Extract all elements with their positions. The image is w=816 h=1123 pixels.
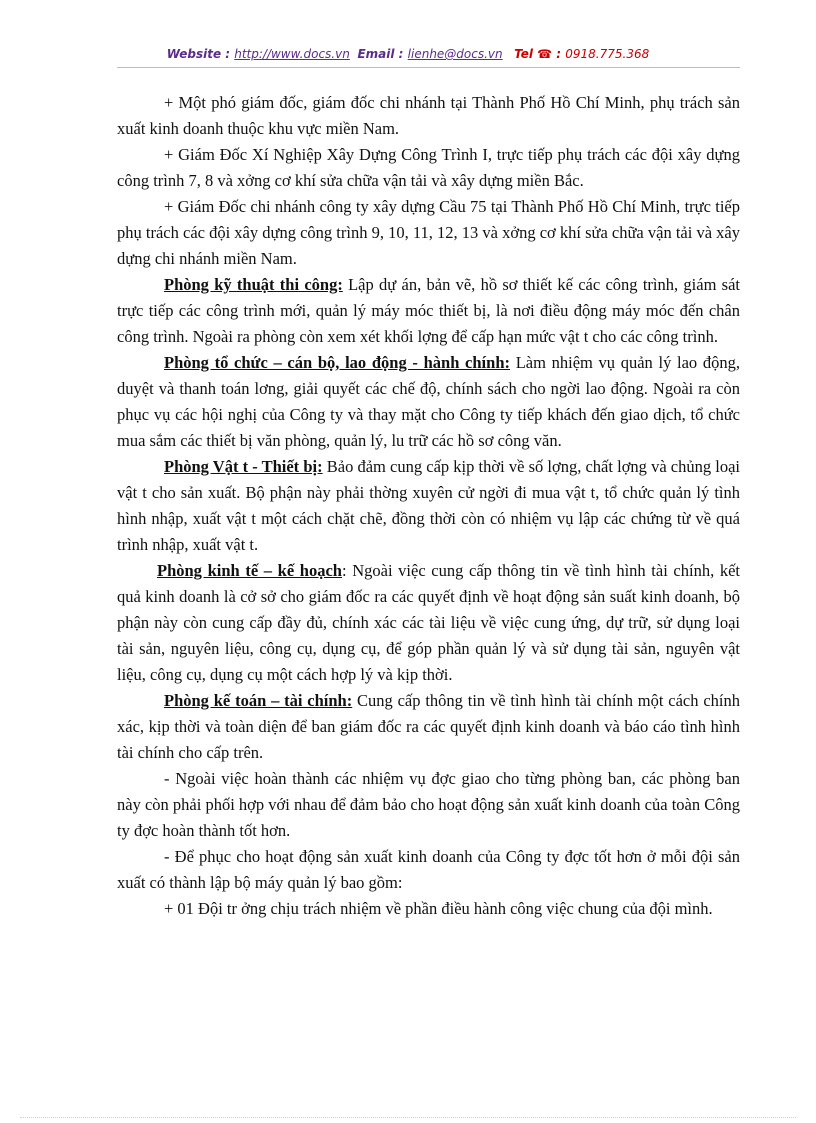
paragraph-hr-dept bbox=[117, 350, 740, 454]
paragraph-text: Lập dự án, bản vẽ, hồ sơ thiết kế các công trình, giám sát trực tiếp các công trình mới, quản lý máy móc thiết bị, là nơi điều động máy móc đến chân công trình. Ngoài ra phòng còn xem xét khối lợng để cấp hạn mức vật t cho các công trình. bbox=[117, 275, 741, 346]
paragraph-technical-dept bbox=[117, 272, 740, 350]
email-label: Email bbox=[357, 47, 395, 61]
page-header bbox=[0, 47, 816, 61]
paragraph bbox=[117, 194, 740, 272]
section-heading: Phòng kinh tế – kế hoạch bbox=[157, 561, 342, 580]
phone-number: 0918.775.368 bbox=[565, 47, 650, 61]
paragraph-planning-dept bbox=[117, 558, 740, 688]
website-link[interactable]: http://www.docs.vn bbox=[234, 47, 350, 61]
paragraph-text: : Ngoài việc cung cấp thông tin về tình hình tài chính, kết quả kinh doanh là cở sở cho giám đốc ra các quyết định về hoạt động sản suất kinh doanh, bộ phận này còn cung cấp đầy đủ, chính xác các tài liệu về việc cung ứng, dự trữ, sử dụng loại tài sản, nguyên liệu, công cụ, dụng cụ, để góp phần quản lý và sử dụng tài sản, nguyên vật liệu, công cụ, dụng cụ một cách hợp lý và kịp thời. bbox=[117, 561, 740, 684]
footer-divider bbox=[20, 1117, 796, 1118]
section-heading: Phòng tổ chức – cán bộ, lao động - hành chính: bbox=[164, 353, 510, 372]
paragraph bbox=[117, 90, 740, 142]
header-divider bbox=[117, 67, 740, 68]
email-separator: : bbox=[394, 47, 408, 61]
paragraph bbox=[117, 142, 740, 194]
paragraph-text: + Giám Đốc chi nhánh công ty xây dựng Cầu 75 tại Thành Phố Hồ Chí Minh, trực tiếp phụ trách các đội xây dựng công trình 9, 10, 11, 12, 13 và xởng cơ khí sửa chữa vận tải và xây dựng chi nhánh miền Nam. bbox=[117, 197, 740, 268]
paragraph bbox=[117, 766, 740, 844]
section-heading: Phòng kế toán – tài chính: bbox=[164, 691, 353, 710]
paragraph-supplies-dept bbox=[117, 454, 740, 558]
website-label: Website : bbox=[166, 47, 235, 61]
paragraph bbox=[117, 844, 740, 896]
paragraph-text: + 01 Đội tr ởng chịu trách nhiệm về phần điều hành công việc chung của đội mình. bbox=[164, 899, 713, 918]
paragraph-text: - Để phục cho hoạt động sản xuất kinh doanh của Công ty đợc tốt hơn ở mỗi đội sản xuất có thành lập bộ máy quản lý bao gồm: bbox=[117, 847, 740, 892]
section-heading: Phòng kỹ thuật thi công: bbox=[164, 275, 343, 294]
section-heading: Phòng Vật t - Thiết bị: bbox=[164, 457, 323, 476]
paragraph bbox=[117, 896, 740, 922]
document-body bbox=[117, 90, 740, 922]
paragraph-text: + Một phó giám đốc, giám đốc chi nhánh tại Thành Phố Hồ Chí Minh, phụ trách sản xuất kinh doanh thuộc khu vực miền Nam. bbox=[117, 93, 740, 138]
paragraph-text: Bảo đảm cung cấp kịp thời về số lợng, chất lợng và chủng loại vật t cho sản xuất. Bộ phận này phải thờng xuyên cử ngời đi mua vật t, tổ chức quản lý tình hình nhập, xuất vật t một cách chặt chẽ, đồng thời còn có nhiệm vụ lập các chứng từ về quá trình nhập, xuất vật t. bbox=[117, 457, 741, 554]
paragraph-text: - Ngoài việc hoàn thành các nhiệm vụ đợc giao cho từng phòng ban, các phòng ban này còn phải phối hợp với nhau để đảm bảo cho hoạt động sản xuất kinh doanh của toàn Công ty đợc hoàn thành tốt hơn. bbox=[117, 769, 740, 840]
paragraph-text: Làm nhiệm vụ quản lý lao động, duyệt và thanh toán lơng, giải quyết các chế độ, chính sách cho ngời lao động. Ngoài ra còn phục vụ các hội nghị của Công ty và thay mặt cho Công ty tiếp khách đến giao dịch, tổ chức mua sắm các thiết bị văn phòng, quản lý, lu trữ các hồ sơ công văn. bbox=[117, 353, 740, 450]
paragraph-text: Cung cấp thông tin về tình hình tài chính một cách chính xác, kịp thời và toàn diện để ban giám đốc ra các quyết định kinh doanh và báo cáo tình hình tài chính cho cấp trên. bbox=[117, 691, 740, 762]
paragraph-finance-dept bbox=[117, 688, 740, 766]
phone-label: Tel ☎ : bbox=[514, 47, 566, 61]
paragraph-text: + Giám Đốc Xí Nghiệp Xây Dựng Công Trình I, trực tiếp phụ trách các đội xây dựng công trình 7, 8 và xởng cơ khí sửa chữa vận tải và xây dựng miền Bắc. bbox=[117, 145, 740, 190]
email-link[interactable]: lienhe@docs.vn bbox=[407, 47, 503, 61]
